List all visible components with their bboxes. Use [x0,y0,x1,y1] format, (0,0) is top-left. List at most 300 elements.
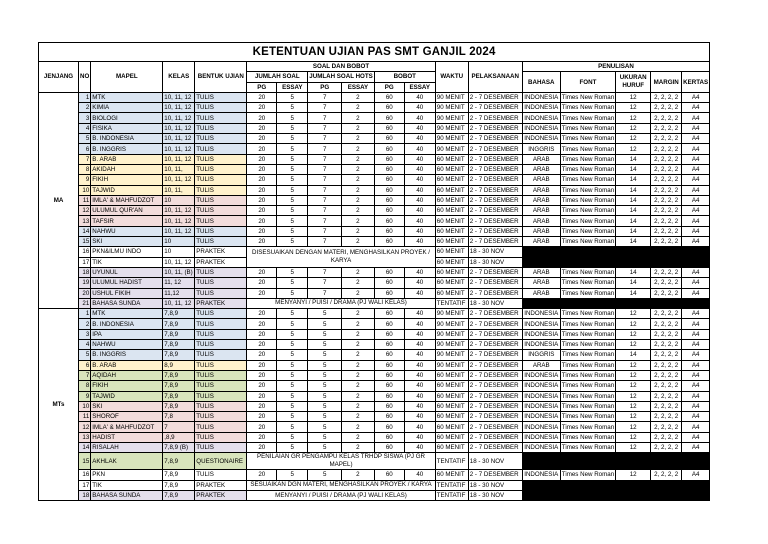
ukuran-cell: 12 [616,123,651,133]
header-kelas: KELAS [163,62,195,93]
bpg-cell: 60 [374,340,404,350]
ukuran-cell: 12 [616,432,651,442]
hessay-cell: 2 [342,442,375,452]
bentuk-cell: TULIS [195,432,247,442]
table-row [39,134,710,144]
kelas-cell: 7,8,9 [163,401,195,411]
essay-cell: 5 [277,123,308,133]
ukuran-cell: 14 [616,226,651,236]
bpg-cell: 60 [374,164,404,174]
pelaksanaan-cell: 2 - 7 DESEMBER [468,288,522,298]
bahasa-cell: INDONESIA [524,330,559,338]
kelas-cell: 7,8,9 [163,340,195,350]
essay-cell: 5 [277,144,308,154]
hpg-cell: 5 [308,442,342,452]
pg-cell: 20 [247,432,277,442]
ukuran-cell: 12 [616,144,651,154]
font-cell: Times New Roman [561,279,615,287]
font-cell: Times New Roman [561,166,615,174]
special-note-cell: PENILAIAN GR PENGAMPU KELAS TRHDP SISWA (PJ GR MAPEL) [247,453,435,470]
blank-cell [522,298,709,308]
kertas-cell: A4 [682,144,710,154]
special-note-cell: DISESUAIKAN DENGAN MATERI, MENGHASILKAN PROYEK / KARYA [247,247,435,268]
pg-cell: 20 [247,185,277,195]
hpg-cell: 5 [308,432,342,442]
bessay-cell: 40 [404,164,435,174]
bahasa-cell: INGGRIS [522,350,560,360]
bahasa-cell: INDONESIA [524,310,559,318]
kelas-cell: 10 [163,247,195,257]
pg-cell: 20 [247,381,277,391]
bpg-cell: 60 [374,309,404,319]
waktu-cell: 90 MENIT [435,319,468,329]
mapel-cell: IMLA' & MAHFUDZOT [91,422,163,432]
font-cell: Times New Roman [561,114,615,122]
kelas-cell: 10, 11, 12 [163,154,195,164]
hpg-cell: 5 [308,470,342,480]
header-jumlah-soal: JUMLAH SOAL [247,72,308,82]
font-cell: Times New Roman [561,433,615,441]
bahasa-cell: ARAB [522,195,560,205]
pg-cell: 20 [247,134,277,144]
kertas-cell: A4 [682,412,710,422]
header-soal-dan-bobot: SOAL DAN BOBOT [247,62,435,72]
bessay-cell: 40 [404,401,435,411]
table-row [39,175,710,185]
mapel-cell: MTK [91,92,163,102]
bpg-cell: 60 [374,113,404,123]
bpg-cell: 60 [374,360,404,370]
mapel-cell: NAHWU [91,226,163,236]
hpg-cell: 7 [308,154,342,164]
mapel-cell: SHOROF [91,412,163,422]
essay-cell: 5 [277,412,308,422]
margin-cell: 2, 2, 2, 2 [651,206,682,216]
bahasa-cell: ARAB [522,267,560,277]
table-row [39,237,710,247]
kelas-cell: 7,8,9 [163,350,195,360]
kertas-cell: A4 [682,329,710,339]
no-cell: 15 [79,453,91,470]
kertas-cell: A4 [682,370,710,380]
no-cell: 12 [79,206,91,216]
font-cell: Times New Roman [561,124,615,132]
table-row [39,164,710,174]
header-jenjang: JENJANG [39,62,79,93]
font-cell: Times New Roman [561,94,615,102]
hessay-cell: 2 [342,144,375,154]
bpg-cell: 60 [374,144,404,154]
bessay-cell: 40 [404,340,435,350]
hessay-cell: 2 [342,470,375,480]
waktu-cell: TENTATIF [435,480,468,490]
hessay-cell: 2 [342,185,375,195]
hessay-cell: 2 [342,288,375,298]
bahasa-cell: ARAB [522,206,560,216]
pg-cell: 20 [247,123,277,133]
mapel-cell: B. INDONESIA [91,134,163,144]
pg-cell: 20 [247,319,277,329]
bpg-cell: 60 [374,412,404,422]
font-cell: Times New Roman [561,135,615,143]
table-row [39,360,710,370]
bessay-cell: 40 [404,432,435,442]
font-cell: Times New Roman [561,207,615,215]
hpg-cell: 7 [308,237,342,247]
ukuran-cell: 14 [616,185,651,195]
kelas-cell: 7,8,9 [163,309,195,319]
pelaksanaan-cell: 2 - 7 DESEMBER [468,206,522,216]
pelaksanaan-cell: 2 - 7 DESEMBER [468,370,522,380]
header-bobot-essay: ESSAY [404,82,435,92]
hpg-cell: 5 [308,422,342,432]
bahasa-cell: INDONESIA [524,135,559,143]
font-cell: Times New Roman [561,392,615,400]
mapel-cell: PKN&ILMU INDO [91,247,163,257]
hessay-cell: 2 [342,391,375,401]
pg-cell: 20 [247,144,277,154]
hpg-cell: 5 [308,309,342,319]
pelaksanaan-cell: 18 - 30 NOV [468,490,522,500]
ukuran-cell: 14 [616,175,651,185]
bahasa-cell: INDONESIA [524,402,559,410]
header-no: NO [79,62,91,93]
blank-cell [522,453,709,470]
mapel-cell: TIK [91,257,163,267]
bahasa-cell: INDONESIA [524,124,559,132]
special-note-cell: MENYANYI / PUISI / DRAMA (PJ WALI KELAS) [247,490,435,500]
margin-cell: 2, 2, 2, 2 [651,350,682,360]
pg-cell: 20 [247,195,277,205]
bpg-cell: 60 [374,442,404,452]
bpg-cell: 60 [374,470,404,480]
table-row [39,453,710,470]
pg-cell: 20 [247,175,277,185]
margin-cell: 2, 2, 2, 2 [651,185,682,195]
bahasa-cell: INDONESIA [524,320,559,328]
table-row [39,288,710,298]
bahasa-cell: INDONESIA [524,444,559,452]
kertas-cell: A4 [682,360,710,370]
mapel-cell: NAHWU [91,340,163,350]
kertas-cell: A4 [682,422,710,432]
pg-cell: 20 [247,309,277,319]
pg-cell: 20 [247,92,277,102]
pg-cell: 20 [247,422,277,432]
essay-cell: 5 [277,432,308,442]
bentuk-cell: TULIS [195,175,247,185]
bessay-cell: 40 [404,391,435,401]
kertas-cell: A4 [682,164,710,174]
waktu-cell: 60 MENIT [435,175,468,185]
essay-cell: 5 [277,381,308,391]
bessay-cell: 40 [404,422,435,432]
table-row [39,319,710,329]
kelas-cell: 10, 11, 12 [163,298,195,308]
bentuk-cell: PRAKTEK [195,480,247,490]
pelaksanaan-cell: 2 - 7 DESEMBER [468,175,522,185]
font-cell: Times New Roman [561,444,615,452]
waktu-cell: 60 MENIT [435,288,468,298]
pg-cell: 20 [247,278,277,288]
mapel-cell: SKI [91,237,163,247]
bpg-cell: 60 [374,195,404,205]
no-cell: 13 [79,216,91,226]
pelaksanaan-cell: 2 - 7 DESEMBER [468,92,522,102]
bahasa-cell: ARAB [522,216,560,226]
no-cell: 12 [79,422,91,432]
ukuran-cell: 12 [616,103,651,113]
bentuk-cell: TULIS [195,391,247,401]
bahasa-cell: INDONESIA [524,114,559,122]
hessay-cell: 2 [342,412,375,422]
mapel-cell: BAHASA SUNDA [91,490,163,500]
margin-cell: 2, 2, 2, 2 [651,319,682,329]
no-cell: 2 [79,319,91,329]
bessay-cell: 40 [404,206,435,216]
margin-cell: 2, 2, 2, 2 [651,401,682,411]
waktu-cell: 60 MENIT [435,391,468,401]
no-cell: 5 [79,134,91,144]
bessay-cell: 40 [404,103,435,113]
margin-cell: 2, 2, 2, 2 [651,422,682,432]
bpg-cell: 60 [374,237,404,247]
bessay-cell: 40 [404,216,435,226]
bpg-cell: 60 [374,92,404,102]
bpg-cell: 60 [374,391,404,401]
pg-cell: 20 [247,391,277,401]
margin-cell: 2, 2, 2, 2 [651,175,682,185]
margin-cell: 2, 2, 2, 2 [651,278,682,288]
bessay-cell: 40 [404,309,435,319]
waktu-cell: 90 MENIT [435,360,468,370]
margin-cell: 2, 2, 2, 2 [651,103,682,113]
exam-table [38,42,710,501]
waktu-cell: 60 MENIT [435,422,468,432]
ukuran-cell: 12 [616,422,651,432]
ukuran-cell: 12 [616,113,651,123]
pg-cell: 20 [247,350,277,360]
mapel-cell: PKN [91,470,163,480]
kelas-cell: 7,8 [163,412,195,422]
pelaksanaan-cell: 18 - 30 NOV [468,257,522,267]
header-bentuk-ujian: BENTUK UJIAN [195,62,247,93]
hessay-cell: 2 [342,319,375,329]
no-cell: 16 [79,470,91,480]
kelas-cell: 7,8,9 [163,453,195,470]
waktu-cell: 60 MENIT [435,206,468,216]
ukuran-cell: 14 [616,350,651,360]
mapel-cell: FIKIH [91,175,163,185]
hessay-cell: 2 [342,309,375,319]
mapel-cell: TAJWID [91,391,163,401]
bessay-cell: 40 [404,92,435,102]
bessay-cell: 40 [404,123,435,133]
waktu-cell: TENTATIF [435,490,468,500]
margin-cell: 2, 2, 2, 2 [651,412,682,422]
bahasa-cell: INDONESIA [524,341,559,349]
margin-cell: 2, 2, 2, 2 [651,470,682,480]
bpg-cell: 60 [374,226,404,236]
header-kertas: KERTAS [682,72,710,93]
bentuk-cell: TULIS [195,267,247,277]
pelaksanaan-cell: 2 - 7 DESEMBER [468,470,522,480]
pelaksanaan-cell: 2 - 7 DESEMBER [468,185,522,195]
margin-cell: 2, 2, 2, 2 [651,237,682,247]
waktu-cell: 60 MENIT [435,401,468,411]
kelas-cell: 10, 11, [163,185,195,195]
pelaksanaan-cell: 2 - 7 DESEMBER [468,360,522,370]
kelas-cell: 10, 11, 12 [163,206,195,216]
hpg-cell: 7 [308,278,342,288]
hessay-cell: 2 [342,226,375,236]
bpg-cell: 60 [374,175,404,185]
no-cell: 10 [79,401,91,411]
jenjang-cell: MTs [39,309,79,501]
mapel-cell: B. INGGRIS [91,144,163,154]
bessay-cell: 40 [404,237,435,247]
bessay-cell: 40 [404,185,435,195]
table-row [39,92,710,102]
bentuk-cell: TULIS [195,340,247,350]
bessay-cell: 40 [404,329,435,339]
bpg-cell: 60 [374,422,404,432]
bentuk-cell: TULIS [195,123,247,133]
kelas-cell: 7,8,9 (B) [163,442,195,452]
hessay-cell: 2 [342,103,375,113]
bpg-cell: 60 [374,288,404,298]
no-cell: 16 [79,247,91,257]
font-cell: Times New Roman [561,372,615,380]
kertas-cell: A4 [682,391,710,401]
waktu-cell: TENTATIF [435,298,468,308]
pelaksanaan-cell: 2 - 7 DESEMBER [468,226,522,236]
hessay-cell: 2 [342,370,375,380]
bentuk-cell: TULIS [195,216,247,226]
bentuk-cell: TULIS [195,422,247,432]
mapel-cell: TAFSIR [91,216,163,226]
font-cell: Times New Roman [561,197,615,204]
kertas-cell: A4 [682,278,710,288]
hessay-cell: 2 [342,360,375,370]
mapel-cell: B. ARAB [91,360,163,370]
bessay-cell: 40 [404,144,435,154]
header-bobot-pg: PG [374,82,404,92]
no-cell: 6 [79,360,91,370]
hessay-cell: 2 [342,267,375,277]
pg-cell: 20 [247,442,277,452]
pg-cell: 20 [247,470,277,480]
mapel-cell: RISALAH [91,442,163,452]
waktu-cell: 90 MENIT [435,309,468,319]
pelaksanaan-cell: 2 - 7 DESEMBER [468,412,522,422]
bahasa-cell: INGGRIS [522,144,560,154]
bessay-cell: 40 [404,195,435,205]
ukuran-cell: 14 [616,237,651,247]
kelas-cell: 7,8,9 [163,381,195,391]
margin-cell: 2, 2, 2, 2 [651,226,682,236]
bessay-cell: 40 [404,134,435,144]
font-cell: Times New Roman [561,320,615,328]
margin-cell: 2, 2, 2, 2 [651,340,682,350]
kertas-cell: A4 [682,175,710,185]
header-essay: ESSAY [277,82,308,92]
no-cell: 11 [79,195,91,205]
kertas-cell: A4 [682,154,710,164]
essay-cell: 5 [277,154,308,164]
table-row [39,298,710,308]
pelaksanaan-cell: 2 - 7 DESEMBER [468,134,522,144]
font-cell: Times New Roman [561,423,615,431]
pg-cell: 20 [247,412,277,422]
bahasa-cell: ARAB [522,226,560,236]
mapel-cell: TAJWID [91,185,163,195]
no-cell: 1 [79,92,91,102]
kertas-cell: A4 [682,432,710,442]
table-row [39,470,710,480]
bentuk-cell: TULIS [195,309,247,319]
bentuk-cell: PRAKTEK [195,490,247,500]
hpg-cell: 5 [308,319,342,329]
margin-cell: 2, 2, 2, 2 [651,267,682,277]
ukuran-cell: 14 [616,267,651,277]
ukuran-cell: 12 [616,92,651,102]
essay-cell: 5 [277,113,308,123]
bahasa-cell: ARAB [522,360,560,370]
ukuran-cell: 12 [616,381,651,391]
waktu-cell: 60 MENIT [435,412,468,422]
no-cell: 3 [79,113,91,123]
mapel-cell: SKI [91,401,163,411]
ukuran-cell: 14 [616,195,651,205]
kertas-cell: A4 [682,442,710,452]
essay-cell: 5 [277,185,308,195]
kertas-cell: A4 [682,381,710,391]
waktu-cell: 60 MENIT [435,442,468,452]
table-row [39,442,710,452]
bentuk-cell: TULIS [195,350,247,360]
pg-cell: 20 [247,267,277,277]
blank-cell [522,480,709,490]
hpg-cell: 5 [308,401,342,411]
font-cell: Times New Roman [561,413,615,421]
pelaksanaan-cell: 2 - 7 DESEMBER [468,381,522,391]
table-row [39,329,710,339]
waktu-cell: 60 MENIT [435,432,468,442]
hessay-cell: 2 [342,401,375,411]
hpg-cell: 5 [308,340,342,350]
kelas-cell: 7,8,9 [163,470,195,480]
mapel-cell: IMLA' & MAHFUDZOT [91,195,163,205]
bentuk-cell: PRAKTEK [195,257,247,267]
bessay-cell: 40 [404,154,435,164]
font-cell: Times New Roman [561,351,615,359]
margin-cell: 2, 2, 2, 2 [651,164,682,174]
table-row [39,401,710,411]
header-mapel: MAPEL [91,62,163,93]
essay-cell: 5 [277,226,308,236]
mapel-cell: FIKIH [91,381,163,391]
bpg-cell: 60 [374,370,404,380]
font-cell: Times New Roman [561,330,615,338]
bessay-cell: 40 [404,267,435,277]
hessay-cell: 2 [342,164,375,174]
mapel-cell: UYUNUL [91,267,163,277]
bpg-cell: 60 [374,134,404,144]
bahasa-cell: ARAB [522,154,560,164]
jenjang-cell: MA [39,92,79,308]
kertas-cell: A4 [682,237,710,247]
